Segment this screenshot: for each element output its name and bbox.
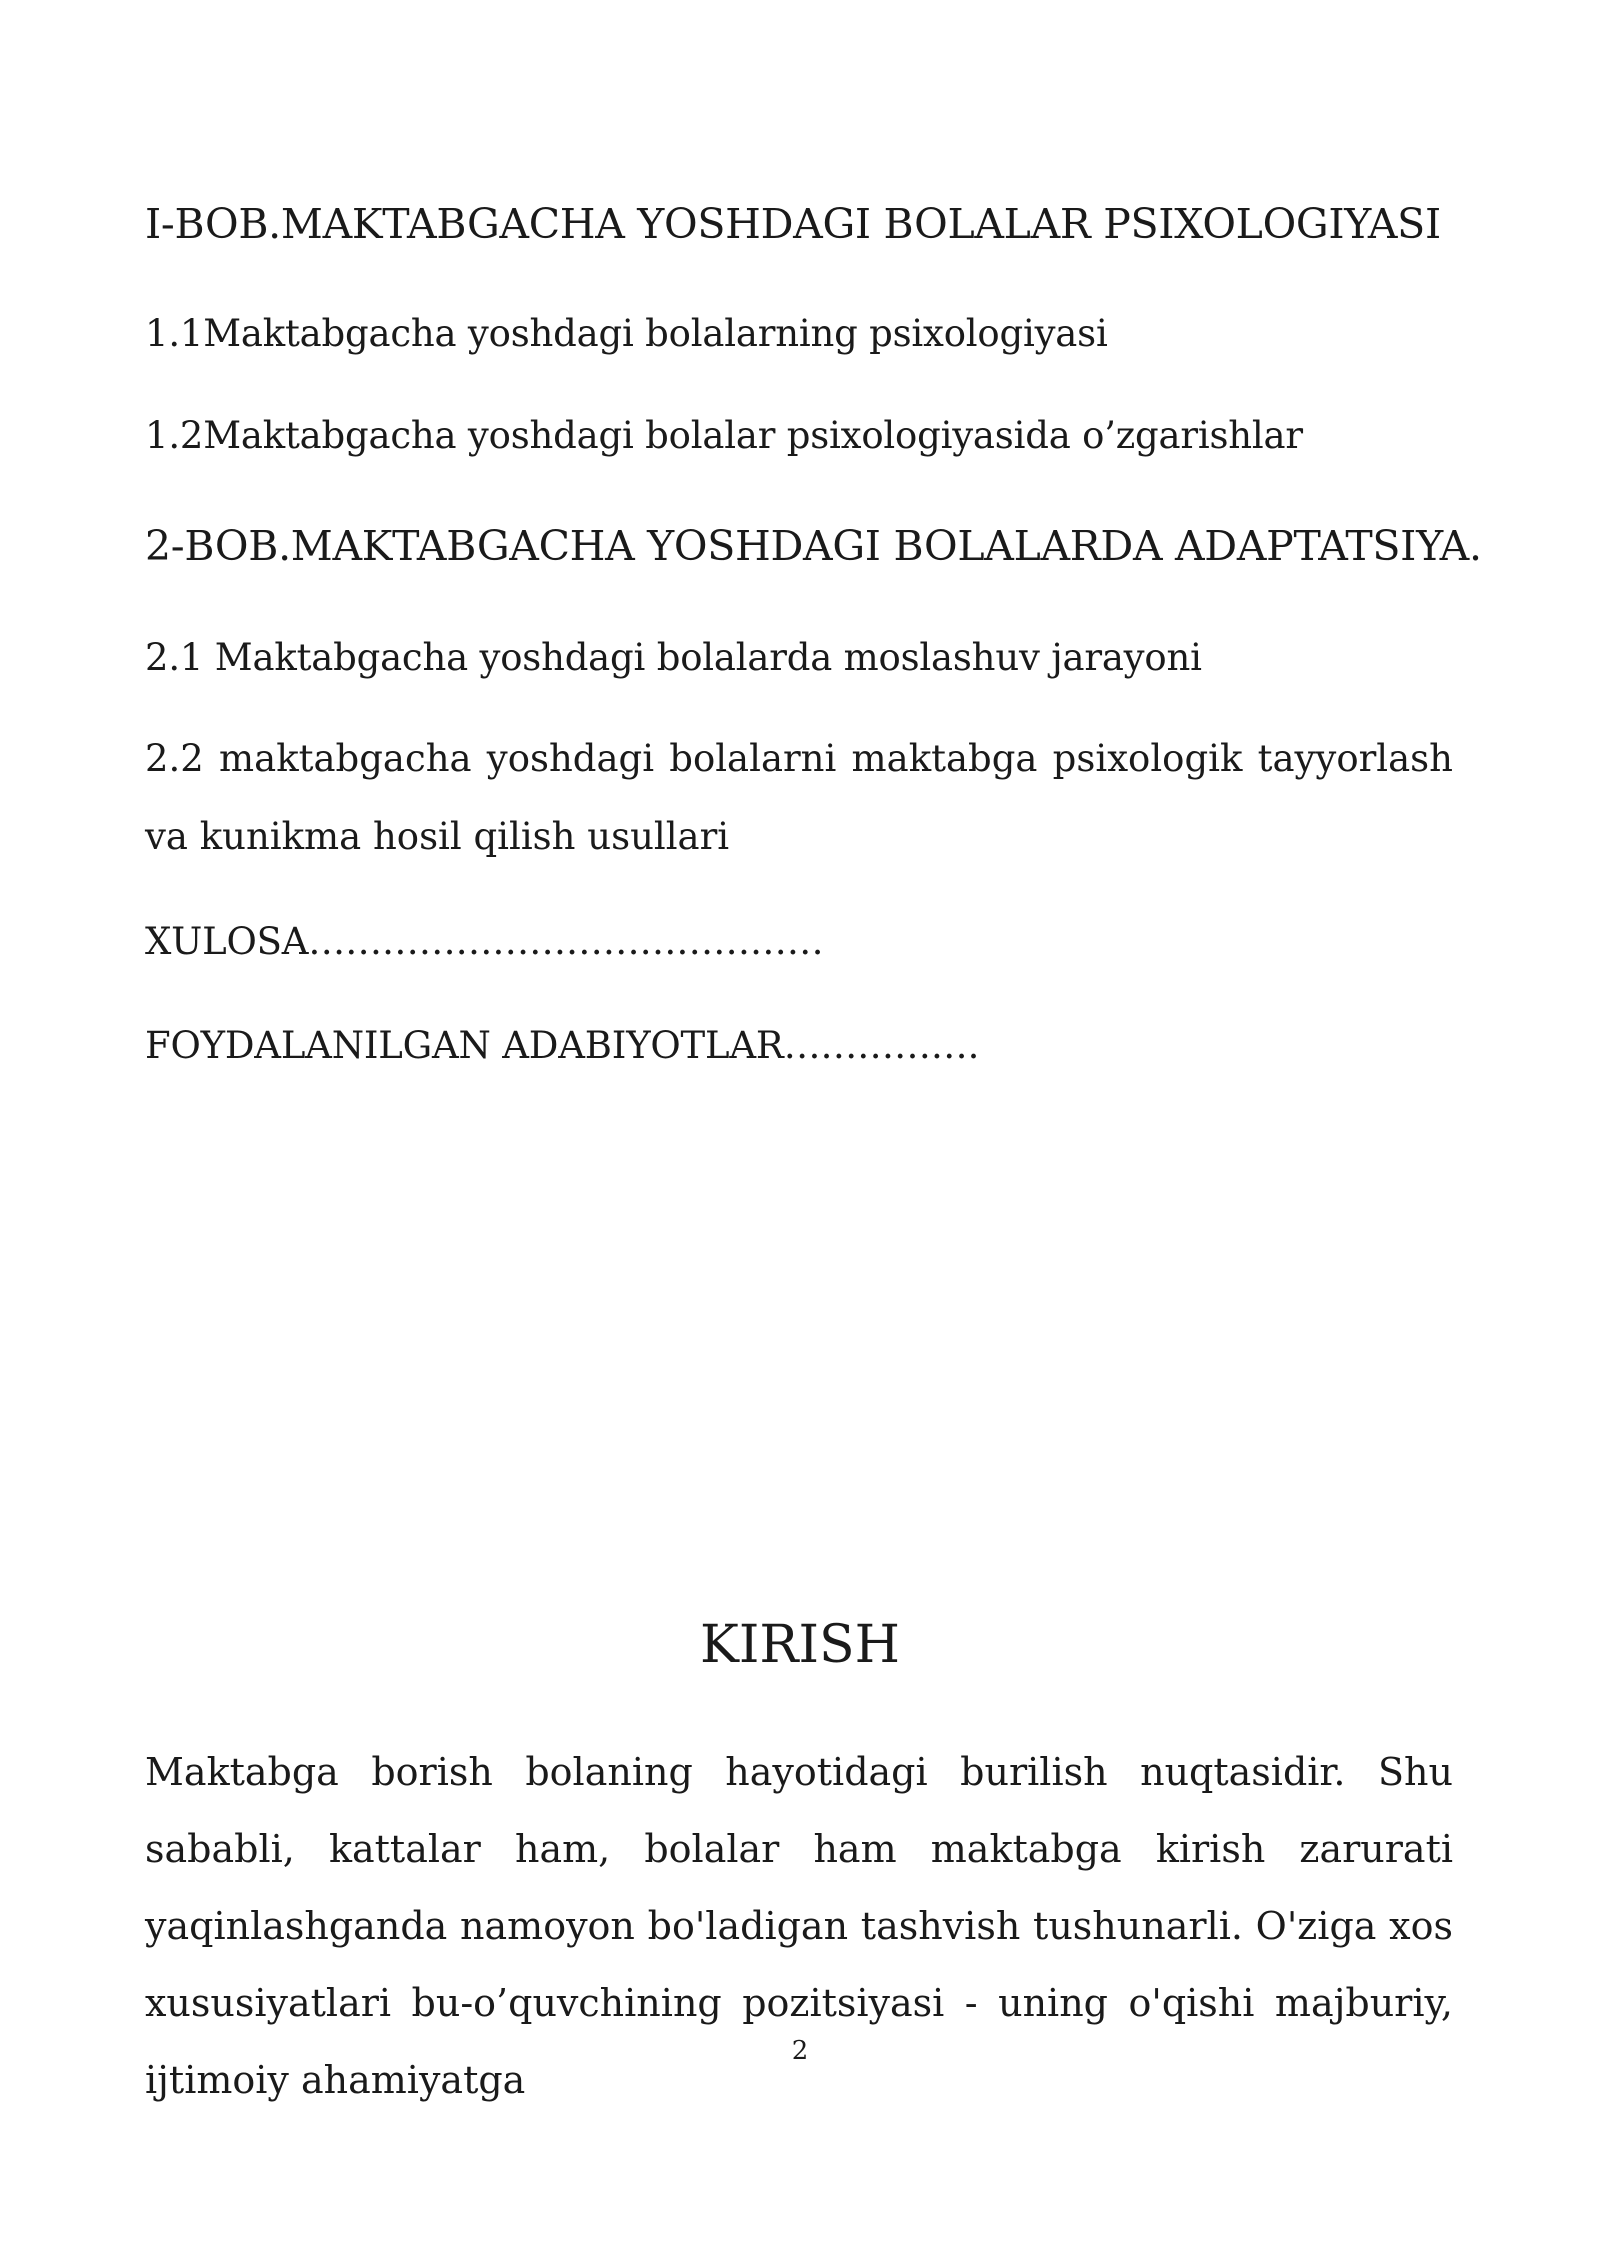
toc-section-2-1: 2.1 Maktabgacha yoshdagi bolalarda moslashuv jarayoni [145,636,1202,679]
toc-chapter-2: 2-BOB.MAKTABGACHA YOSHDAGI BOLALARDA ADAPTATSIYA. [145,522,1482,570]
toc-section-1-1: 1.1Maktabgacha yoshdagi bolalarning psixologiyasi [145,312,1108,355]
intro-heading: KIRISH [699,1615,901,1675]
toc-section-1-2: 1.2Maktabgacha yoshdagi bolalar psixologiyasida o’zgarishlar [145,414,1303,457]
toc-section-2-2: 2.2 maktabgacha yoshdagi bolalarni maktabga psixologik tayyorlash va kunikma hosil qilish usullari [145,737,1453,858]
toc-chapter-1: I-BOB.MAKTABGACHA YOSHDAGI BOLALAR PSIXOLOGIYASI [145,200,1441,248]
page-number: 2 [791,2036,809,2066]
intro-paragraph: Maktabga borish bolaning hayotidagi burilish nuqtasidir. Shu sababli, kattalar ham, bolalar ham maktabga kirish zarurati yaqinlashganda namoyon bo'ladigan tashvish tushunarli. O'ziga xos xususiyatlari bu-o’quvchining pozitsiyasi - uning o'qishi majburiy, ijtimoiy ahamiyatga [145,1750,1453,2102]
toc-conclusion: XULOSA…………………………………… [145,920,824,963]
toc-references: FOYDALANILGAN ADABIYOTLAR……………. [145,1024,980,1067]
